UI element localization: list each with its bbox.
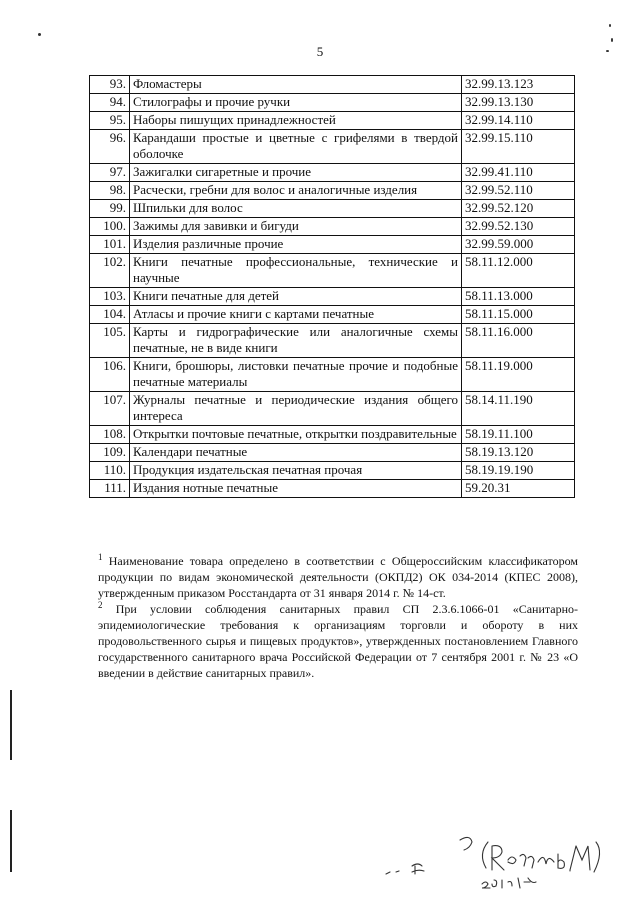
row-name: Зажигалки сигаретные и прочие	[130, 164, 462, 182]
row-name: Открытки почтовые печатные, открытки поздравительные	[130, 426, 462, 444]
table-row	[90, 182, 575, 200]
table-row	[90, 324, 575, 358]
row-number: 106.	[90, 358, 130, 392]
row-number: 97.	[90, 164, 130, 182]
footnote-1-text: Наименование товара определено в соответствии с Общероссийским классификатором продукции по видам экономической деятельности (ОКПД2) ОК 034-2014 (КПЕС 2008), утвержденным приказом Росстандарта от 31 января 2014 г. № 14-ст.	[98, 554, 578, 600]
row-number: 109.	[90, 444, 130, 462]
page-number: 5	[316, 44, 324, 59]
row-name: Зажимы для завивки и бигуди	[130, 218, 462, 236]
row-code: 32.99.52.110	[462, 182, 575, 200]
row-number: 93.	[90, 76, 130, 94]
row-name: Издания нотные печатные	[130, 480, 462, 498]
row-number: 100.	[90, 218, 130, 236]
row-code: 58.11.15.000	[462, 306, 575, 324]
row-number: 101.	[90, 236, 130, 254]
row-code: 32.99.52.120	[462, 200, 575, 218]
footnote-1	[98, 553, 578, 601]
row-number: 96.	[90, 130, 130, 164]
scan-margin-line	[10, 690, 12, 760]
row-name: Стилографы и прочие ручки	[130, 94, 462, 112]
row-code: 32.99.52.130	[462, 218, 575, 236]
table-row	[90, 164, 575, 182]
table-row	[90, 306, 575, 324]
table-row	[90, 112, 575, 130]
row-name: Шпильки для волос	[130, 200, 462, 218]
table-row	[90, 444, 575, 462]
row-number: 111.	[90, 480, 130, 498]
row-code: 58.11.16.000	[462, 324, 575, 358]
row-code: 58.19.19.190	[462, 462, 575, 480]
row-number: 105.	[90, 324, 130, 358]
row-number: 99.	[90, 200, 130, 218]
row-number: 107.	[90, 392, 130, 426]
table-row	[90, 76, 575, 94]
table-row	[90, 254, 575, 288]
row-code: 58.19.11.100	[462, 426, 575, 444]
row-number: 108.	[90, 426, 130, 444]
table-row	[90, 288, 575, 306]
row-number: 94.	[90, 94, 130, 112]
row-code: 58.11.19.000	[462, 358, 575, 392]
footnote-2-text: При условии соблюдения санитарных правил СП 2.3.6.1066-01 «Санитарно-эпидемиологические требования к организациям торговли и обороту в них продовольственного сырья и пищевых продуктов», утвержденных постановлением Главного государственного санитарного врача Российской Федерации от 7 сентября 2001 г. № 23 «О введении в действие санитарных правил».	[98, 602, 579, 680]
footnote-2-mark: 2	[98, 600, 103, 610]
row-name: Книги печатные для детей	[130, 288, 462, 306]
footnotes	[98, 553, 578, 681]
row-code: 58.14.11.190	[462, 392, 575, 426]
scan-speck	[609, 24, 611, 27]
footnote-2	[98, 601, 578, 681]
row-number: 104.	[90, 306, 130, 324]
table-row	[90, 358, 575, 392]
row-code: 58.19.13.120	[462, 444, 575, 462]
row-name: Карандаши простые и цветные с грифелями в твердой оболочке	[130, 130, 462, 164]
row-name: Атласы и прочие книги с картами печатные	[130, 306, 462, 324]
row-name: Книги, брошюры, листовки печатные прочие и подобные печатные материалы	[130, 358, 462, 392]
row-code: 59.20.31	[462, 480, 575, 498]
table-row	[90, 236, 575, 254]
table-row	[90, 480, 575, 498]
row-code: 32.99.59.000	[462, 236, 575, 254]
row-code: 32.99.15.110	[462, 130, 575, 164]
scan-speck	[38, 33, 41, 36]
row-number: 103.	[90, 288, 130, 306]
row-code: 32.99.14.110	[462, 112, 575, 130]
scan-speck	[611, 38, 613, 42]
table-row	[90, 94, 575, 112]
goods-table	[89, 75, 575, 498]
table-row	[90, 462, 575, 480]
table-row	[90, 200, 575, 218]
scan-speck	[606, 50, 609, 52]
table-row	[90, 426, 575, 444]
row-name: Календари печатные	[130, 444, 462, 462]
row-name: Карты и гидрографические или аналогичные схемы печатные, не в виде книги	[130, 324, 462, 358]
row-name: Фломастеры	[130, 76, 462, 94]
row-name: Журналы печатные и периодические издания общего интереса	[130, 392, 462, 426]
row-number: 110.	[90, 462, 130, 480]
table-row	[90, 218, 575, 236]
table-row	[90, 130, 575, 164]
footnote-1-mark: 1	[98, 552, 103, 562]
row-name: Расчески, гребни для волос и аналогичные изделия	[130, 182, 462, 200]
row-code: 32.99.13.123	[462, 76, 575, 94]
scan-margin-line	[10, 810, 12, 872]
row-name: Продукция издательская печатная прочая	[130, 462, 462, 480]
row-number: 95.	[90, 112, 130, 130]
row-name: Изделия различные прочие	[130, 236, 462, 254]
row-name: Наборы пишущих принадлежностей	[130, 112, 462, 130]
row-code: 32.99.41.110	[462, 164, 575, 182]
row-code: 58.11.12.000	[462, 254, 575, 288]
row-code: 58.11.13.000	[462, 288, 575, 306]
row-number: 102.	[90, 254, 130, 288]
row-code: 32.99.13.130	[462, 94, 575, 112]
row-number: 98.	[90, 182, 130, 200]
row-name: Книги печатные профессиональные, технические и научные	[130, 254, 462, 288]
table-row	[90, 392, 575, 426]
handwritten-signature-icon	[378, 832, 618, 892]
